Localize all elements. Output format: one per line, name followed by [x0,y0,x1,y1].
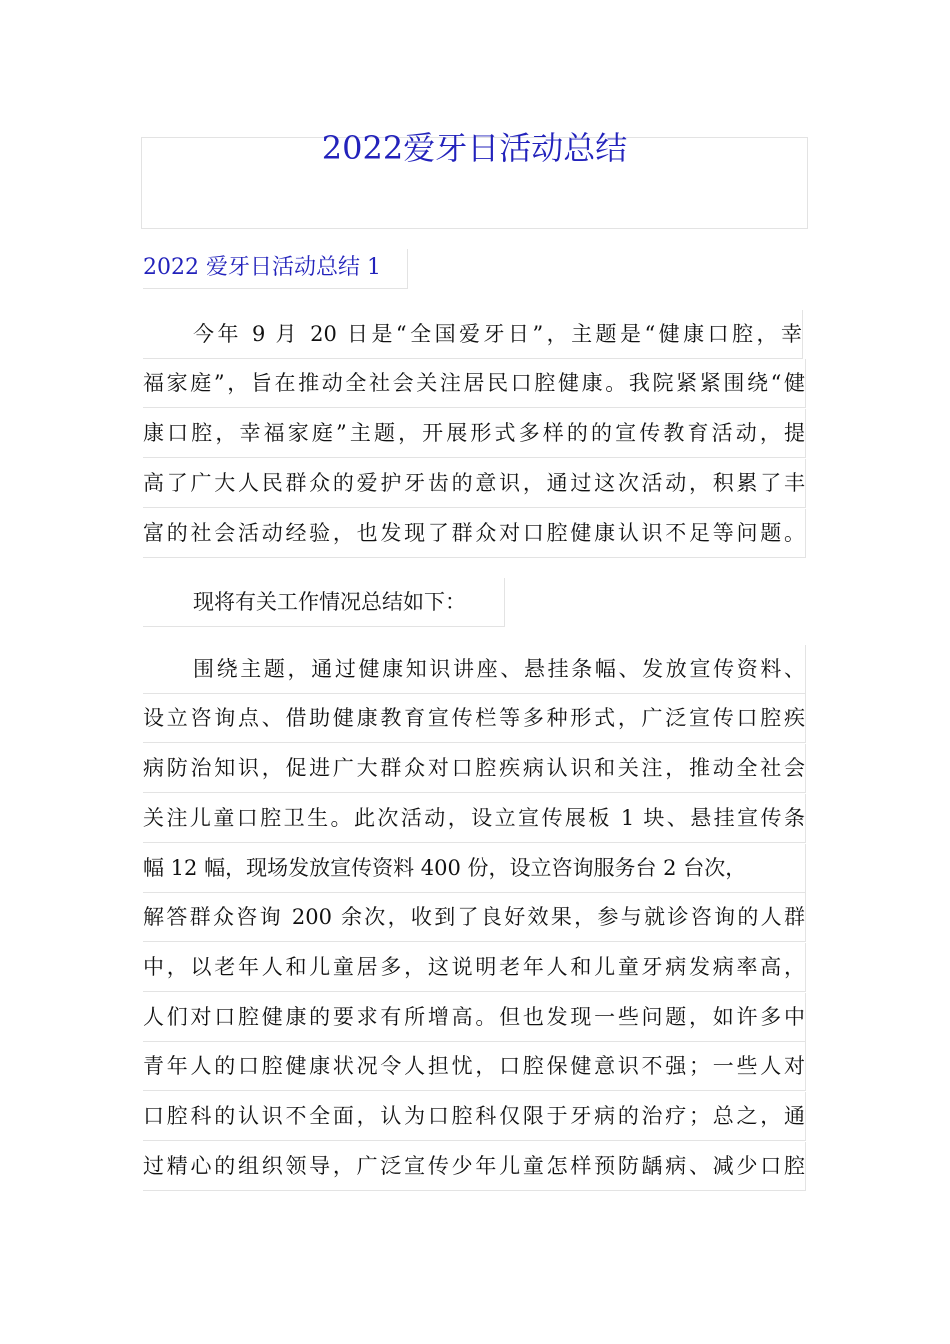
paragraph-3-line-8: 人们对口腔健康的要求有所增高。但也发现一些问题，如许多中 [143,993,806,1042]
paragraph-3-line-6: 解答群众咨询 200 余次，收到了良好效果，参与就诊咨询的人群 [143,893,806,942]
paragraph-3-line-2: 设立咨询点、借助健康教育宣传栏等多种形式，广泛宣传口腔疾 [143,694,806,743]
paragraph-3-line-1: 围绕主题，通过健康知识讲座、悬挂条幅、发放宣传资料、 [143,645,806,694]
paragraph-3-line-7: 中，以老年人和儿童居多，这说明老年人和儿童牙病发病率高， [143,943,806,992]
document-title: 2022爱牙日活动总结 [321,129,628,167]
paragraph-1-line-1: 今年 9 月 20 日是“全国爱牙日”，主题是“健康口腔，幸 [143,310,803,359]
paragraph-3-line-5: 幅 12 幅，现场发放宣传资料 400 份，设立咨询服务台 2 台次， [143,844,806,893]
paragraph-3-line-11: 过精心的组织领导，广泛宣传少年儿童怎样预防龋病、减少口腔 [143,1142,806,1191]
paragraph-1-line-4: 高了广大人民群众的爱护牙齿的意识，通过这次活动，积累了丰 [143,459,806,508]
paragraph-3-line-3: 病防治知识，促进广大群众对口腔疾病认识和关注，推动全社会 [143,744,806,793]
section-heading: 2022 爱牙日活动总结 1 [143,249,408,289]
paragraph-3-line-4: 关注儿童口腔卫生。此次活动，设立宣传展板 1 块、悬挂宣传条 [143,794,806,843]
paragraph-1-line-3: 康口腔，幸福家庭”主题，开展形式多样的的宣传教育活动，提 [143,409,806,458]
paragraph-1-line-5: 富的社会活动经验，也发现了群众对口腔健康认识不足等问题。 [143,509,806,558]
paragraph-2-line-1: 现将有关工作情况总结如下： [143,578,505,627]
paragraph-1-line-2: 福家庭”，旨在推动全社会关注居民口腔健康。我院紧紧围绕“健 [143,359,806,408]
paragraph-3-line-9: 青年人的口腔健康状况令人担忧，口腔保健意识不强；一些人对 [143,1042,806,1091]
paragraph-3-line-10: 口腔科的认识不全面，认为口腔科仅限于牙病的治疗；总之，通 [143,1092,806,1141]
